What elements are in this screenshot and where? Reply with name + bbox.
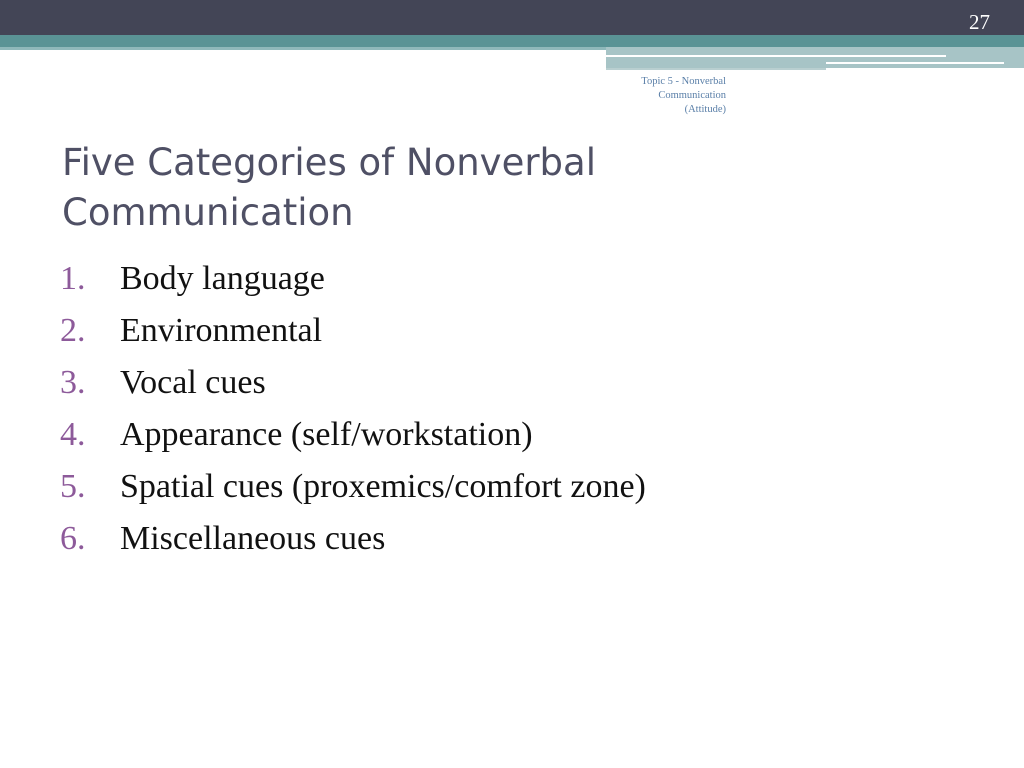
- page-number: 27: [969, 10, 990, 34]
- category-list: [60, 260, 646, 572]
- topic-line: Communication: [658, 90, 726, 101]
- header-decor-line: [606, 68, 826, 70]
- list-item-text: Environmental: [120, 312, 323, 349]
- list-item-number: 4.: [60, 416, 86, 453]
- list-item-number: 3.: [60, 364, 86, 401]
- header-accent-block: [606, 47, 1024, 68]
- list-item: [60, 468, 646, 520]
- list-item-text: Miscellaneous cues: [120, 520, 386, 557]
- header-teal-bar: [0, 35, 1024, 47]
- list-item-number: 1.: [60, 260, 86, 297]
- list-item-number: 2.: [60, 312, 86, 349]
- title-line: Five Categories of Nonverbal: [62, 141, 596, 184]
- list-item: [60, 520, 646, 572]
- list-item: [60, 312, 646, 364]
- list-item-text: Appearance (self/workstation): [120, 416, 533, 453]
- list-item: [60, 260, 646, 312]
- title-line: Communication: [62, 191, 354, 234]
- list-item-text: Spatial cues (proxemics/comfort zone): [120, 468, 646, 505]
- topic-footer: [566, 75, 726, 117]
- header-accent-line: [0, 47, 606, 50]
- header-dark-bar: [0, 0, 1024, 35]
- list-item-number: 5.: [60, 468, 86, 505]
- header-decor-line: [606, 55, 946, 57]
- slide-title: [62, 138, 822, 238]
- list-item: [60, 416, 646, 468]
- topic-line: (Attitude): [684, 104, 726, 115]
- list-item-text: Vocal cues: [120, 364, 266, 401]
- list-item-number: 6.: [60, 520, 86, 557]
- header-decor-line: [826, 62, 1004, 64]
- list-item: [60, 364, 646, 416]
- topic-line: Topic 5 - Nonverbal: [641, 76, 726, 87]
- list-item-text: Body language: [120, 260, 325, 297]
